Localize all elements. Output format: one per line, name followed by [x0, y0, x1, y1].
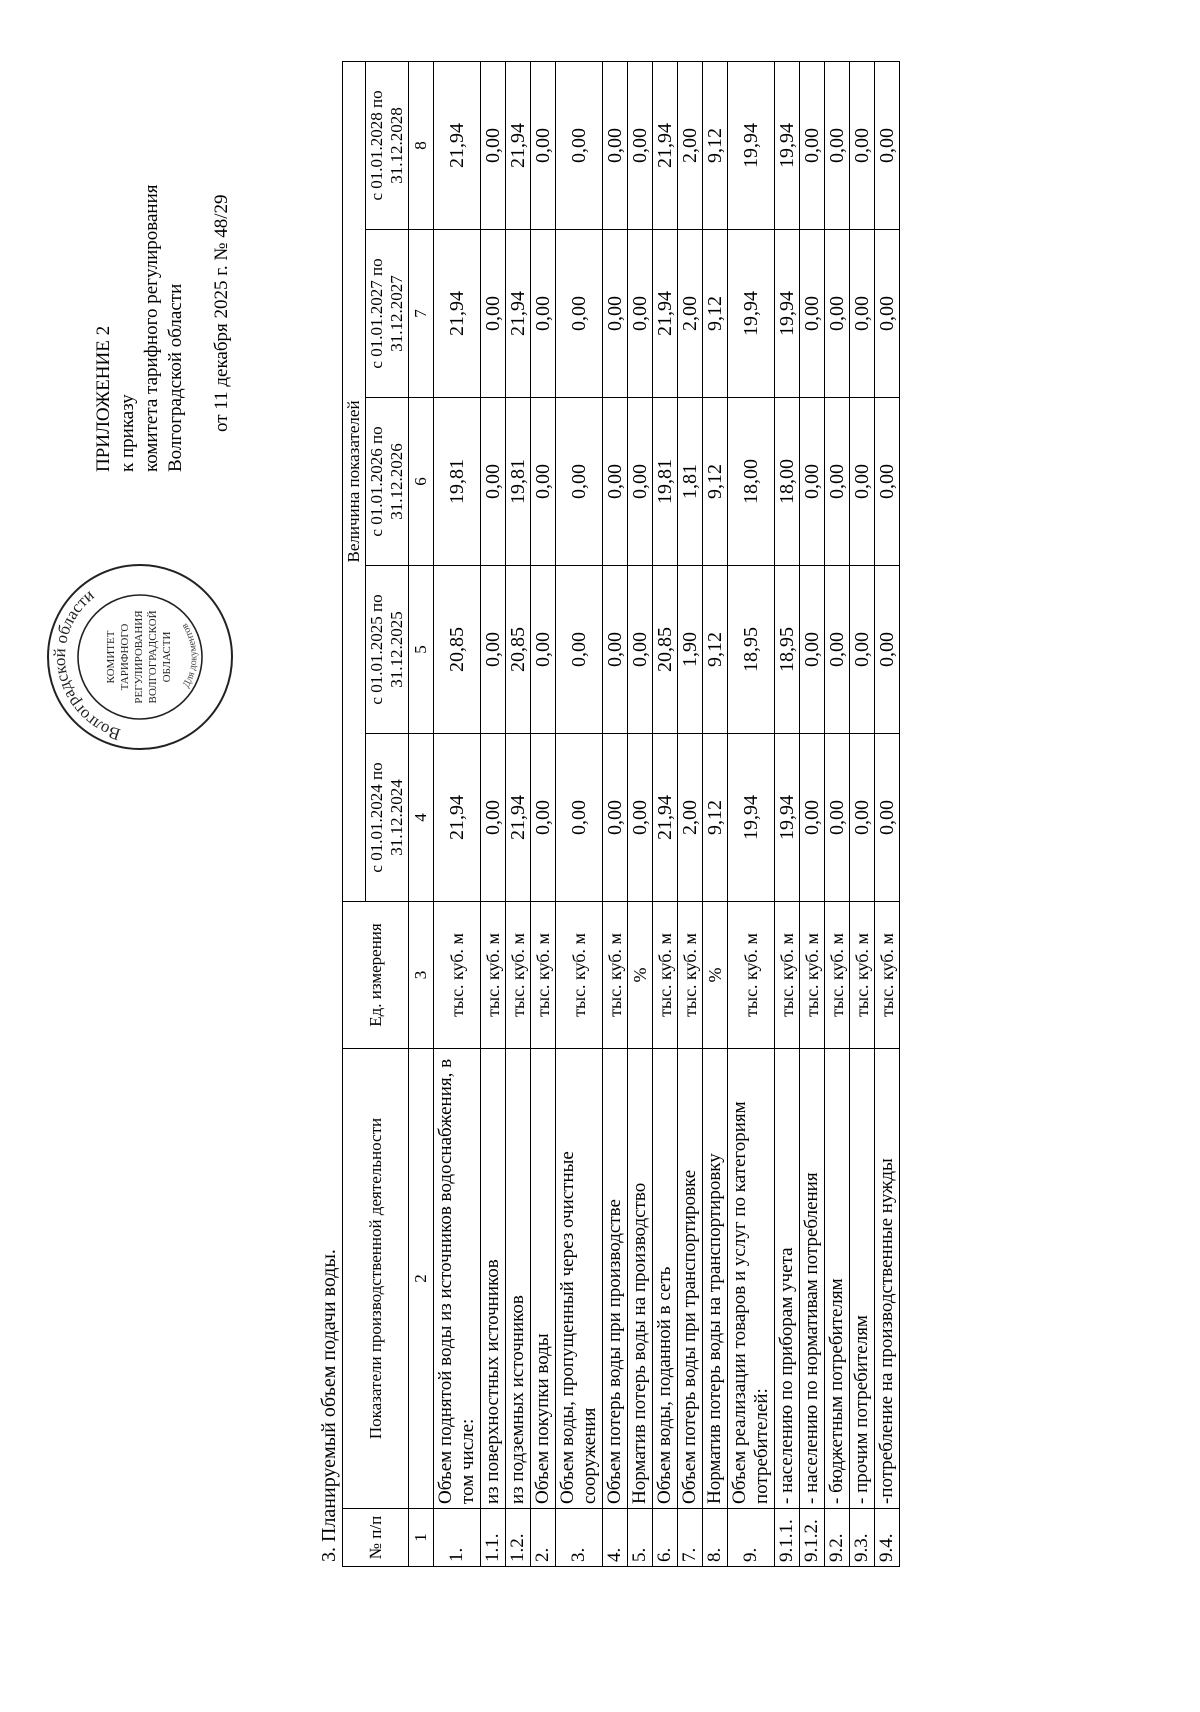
row-unit: %: [703, 902, 728, 1049]
row-number: 9.3.: [850, 1509, 875, 1567]
svg-text:ОБЛАСТИ: ОБЛАСТИ: [161, 631, 173, 683]
row-value: 0,00: [556, 398, 603, 566]
row-indicator-name: - прочим потребителям: [850, 1049, 875, 1509]
row-value: 21,94: [653, 734, 678, 902]
row-value: 0,00: [875, 61, 900, 229]
table-row: [703, 61, 728, 1566]
row-value: 0,00: [628, 398, 653, 566]
svg-text:КОМИТЕТ: КОМИТЕТ: [105, 630, 117, 684]
svg-text:Волгоградской области: Волгоградской области: [49, 585, 123, 745]
row-value: 0,00: [556, 61, 603, 229]
table-row: [556, 61, 603, 1566]
row-value: 0,00: [556, 230, 603, 398]
row-indicator-name: из подземных источников: [506, 1049, 531, 1509]
row-value: 9,12: [703, 566, 728, 734]
row-value: 19,81: [506, 398, 531, 566]
row-value: 19,94: [775, 61, 800, 229]
column-number-row: [409, 61, 434, 1566]
row-value: 0,00: [825, 566, 850, 734]
header-period-2025: с 01.01.2025 по 31.12.2025: [366, 566, 409, 734]
row-value: 20,85: [434, 566, 481, 734]
appendix-line-order: к приказу: [117, 394, 138, 472]
row-value: 0,00: [531, 398, 556, 566]
row-value: 0,00: [531, 566, 556, 734]
row-value: 9,12: [703, 230, 728, 398]
row-indicator-name: Объем потерь воды при транспортировке: [678, 1049, 703, 1509]
row-value: 0,00: [556, 734, 603, 902]
row-unit: тыс. куб. м: [556, 902, 603, 1049]
row-value: 0,00: [603, 566, 628, 734]
column-number: 1: [409, 1509, 434, 1567]
row-value: 0,00: [628, 61, 653, 229]
table-row: [531, 61, 556, 1566]
row-number: 9.1.2.: [800, 1509, 825, 1567]
row-value: 0,00: [481, 566, 506, 734]
row-value: 20,85: [653, 566, 678, 734]
table-row: [825, 61, 850, 1566]
header-period-2026: с 01.01.2026 по 31.12.2026: [366, 398, 409, 566]
row-value: 18,00: [728, 398, 775, 566]
row-value: 21,94: [653, 230, 678, 398]
row-indicator-name: - населению по приборам учета: [775, 1049, 800, 1509]
row-indicator-name: Объем поднятой воды из источников водоснабжения, в том числе:: [434, 1049, 481, 1509]
header-period-2027: с 01.01.2027 по 31.12.2027: [366, 230, 409, 398]
row-value: 0,00: [875, 230, 900, 398]
appendix-line-region: Волгоградской области: [165, 283, 186, 472]
row-value: 1,90: [678, 566, 703, 734]
row-value: 21,94: [653, 61, 678, 229]
table-body: [434, 61, 900, 1566]
row-unit: %: [628, 902, 653, 1049]
row-value: 21,94: [434, 734, 481, 902]
row-value: 0,00: [800, 61, 825, 229]
header-num: № п/п: [343, 1509, 409, 1567]
row-value: 0,00: [603, 398, 628, 566]
row-unit: тыс. куб. м: [653, 902, 678, 1049]
appendix-line-committee: комитета тарифного регулирования: [141, 184, 162, 472]
row-indicator-name: Объем потерь воды при производстве: [603, 1049, 628, 1509]
row-number: 8.: [703, 1509, 728, 1567]
row-value: 19,81: [434, 398, 481, 566]
row-value: 0,00: [481, 734, 506, 902]
row-number: 2.: [531, 1509, 556, 1567]
row-value: 0,00: [481, 230, 506, 398]
row-value: 0,00: [850, 734, 875, 902]
column-number: 4: [409, 734, 434, 902]
table-row: [481, 61, 506, 1566]
row-value: 9,12: [703, 398, 728, 566]
row-value: 0,00: [825, 734, 850, 902]
row-number: 6.: [653, 1509, 678, 1567]
row-value: 18,00: [775, 398, 800, 566]
row-value: 0,00: [875, 566, 900, 734]
row-value: 0,00: [628, 566, 653, 734]
row-value: 0,00: [481, 398, 506, 566]
row-value: 19,94: [728, 734, 775, 902]
row-value: 0,00: [850, 566, 875, 734]
row-number: 9.2.: [825, 1509, 850, 1567]
table-row: [728, 61, 775, 1566]
row-value: 0,00: [531, 734, 556, 902]
table-row: [603, 61, 628, 1566]
section-title: 3. Планируемый объем подачи воды.: [318, 1249, 340, 1562]
row-value: 21,94: [434, 61, 481, 229]
row-unit: тыс. куб. м: [875, 902, 900, 1049]
row-value: 0,00: [628, 734, 653, 902]
row-indicator-name: - бюджетным потребителям: [825, 1049, 850, 1509]
column-number: 2: [409, 1049, 434, 1509]
row-value: 0,00: [875, 398, 900, 566]
row-value: 0,00: [825, 230, 850, 398]
row-unit: тыс. куб. м: [603, 902, 628, 1049]
column-number: 6: [409, 398, 434, 566]
row-indicator-name: Объем реализации товаров и услуг по категориям потребителей:: [728, 1049, 775, 1509]
table-row: [775, 61, 800, 1566]
row-value: 2,00: [678, 61, 703, 229]
row-unit: тыс. куб. м: [850, 902, 875, 1049]
row-value: 0,00: [850, 230, 875, 398]
svg-text:ТАРИФНОГО: ТАРИФНОГО: [119, 623, 131, 691]
row-value: 21,94: [506, 734, 531, 902]
table-row: [800, 61, 825, 1566]
row-indicator-name: Объем покупки воды: [531, 1049, 556, 1509]
header-unit: Ед. измерения: [343, 902, 409, 1049]
row-number: 5.: [628, 1509, 653, 1567]
row-value: 21,94: [506, 230, 531, 398]
appendix-date: от 11 декабря 2025 г. № 48/29: [211, 194, 232, 432]
svg-text:Для документов: Для документов: [179, 621, 200, 690]
row-unit: тыс. куб. м: [800, 902, 825, 1049]
row-number: 1.2.: [506, 1509, 531, 1567]
svg-text:ВОЛГОГРАДСКОЙ: ВОЛГОГРАДСКОЙ: [147, 610, 159, 704]
row-value: 19,81: [653, 398, 678, 566]
header-indicator: Показатели производственной деятельности: [343, 1049, 409, 1509]
row-value: 19,94: [775, 230, 800, 398]
row-value: 0,00: [603, 61, 628, 229]
row-number: 9.: [728, 1509, 775, 1567]
row-value: 0,00: [603, 230, 628, 398]
row-number: 1.: [434, 1509, 481, 1567]
row-number: 9.4.: [875, 1509, 900, 1567]
table-row: [850, 61, 875, 1566]
column-number: 7: [409, 230, 434, 398]
row-value: 0,00: [850, 61, 875, 229]
row-indicator-name: Норматив потерь воды на транспортировку: [703, 1049, 728, 1509]
row-value: 9,12: [703, 61, 728, 229]
row-value: 19,94: [728, 61, 775, 229]
column-number: 3: [409, 902, 434, 1049]
row-value: 18,95: [775, 566, 800, 734]
table-row: [678, 61, 703, 1566]
row-value: 20,85: [506, 566, 531, 734]
row-value: 19,94: [728, 230, 775, 398]
row-indicator-name: Объем воды, поданной в сеть: [653, 1049, 678, 1509]
row-unit: тыс. куб. м: [531, 902, 556, 1049]
row-unit: тыс. куб. м: [678, 902, 703, 1049]
row-value: 2,00: [678, 230, 703, 398]
row-value: 9,12: [703, 734, 728, 902]
row-value: 0,00: [800, 230, 825, 398]
row-value: 0,00: [875, 734, 900, 902]
row-number: 7.: [678, 1509, 703, 1567]
row-indicator-name: Норматив потерь воды на производство: [628, 1049, 653, 1509]
row-value: 0,00: [531, 61, 556, 229]
row-indicator-name: Объем воды, пропущенный через очистные сооружения: [556, 1049, 603, 1509]
table-row: [506, 61, 531, 1566]
row-value: 0,00: [481, 61, 506, 229]
row-value: 0,00: [800, 566, 825, 734]
row-unit: тыс. куб. м: [728, 902, 775, 1049]
row-unit: тыс. куб. м: [506, 902, 531, 1049]
row-value: 1,81: [678, 398, 703, 566]
water-supply-table: [342, 61, 900, 1567]
row-indicator-name: -потребление на производственные нужды: [875, 1049, 900, 1509]
row-value: 18,95: [728, 566, 775, 734]
row-number: 3.: [556, 1509, 603, 1567]
row-value: 2,00: [678, 734, 703, 902]
header-values-group: Величина показателей: [343, 61, 366, 901]
table-row: [875, 61, 900, 1566]
row-value: 0,00: [531, 230, 556, 398]
row-indicator-name: - населению по нормативам потребления: [800, 1049, 825, 1509]
table-row: [434, 61, 481, 1566]
row-value: 0,00: [556, 566, 603, 734]
row-value: 0,00: [825, 398, 850, 566]
header-period-2024: с 01.01.2024 по 31.12.2024: [366, 734, 409, 902]
row-number: 4.: [603, 1509, 628, 1567]
row-value: 0,00: [825, 61, 850, 229]
header-period-2028: с 01.01.2028 по 31.12.2028: [366, 61, 409, 229]
row-indicator-name: из поверхностных источников: [481, 1049, 506, 1509]
official-seal: [40, 557, 240, 757]
row-value: 21,94: [434, 230, 481, 398]
column-number: 8: [409, 61, 434, 229]
row-unit: тыс. куб. м: [775, 902, 800, 1049]
row-number: 1.1.: [481, 1509, 506, 1567]
column-number: 5: [409, 566, 434, 734]
row-value: 0,00: [800, 398, 825, 566]
appendix-title: ПРИЛОЖЕНИЕ 2: [93, 325, 114, 472]
row-number: 9.1.1.: [775, 1509, 800, 1567]
row-value: 0,00: [850, 398, 875, 566]
table-row: [653, 61, 678, 1566]
row-unit: тыс. куб. м: [434, 902, 481, 1049]
table-row: [628, 61, 653, 1566]
appendix-header: [92, 42, 234, 472]
row-value: 19,94: [775, 734, 800, 902]
row-value: 0,00: [628, 230, 653, 398]
row-value: 0,00: [800, 734, 825, 902]
row-value: 21,94: [506, 61, 531, 229]
row-unit: тыс. куб. м: [825, 902, 850, 1049]
row-value: 0,00: [603, 734, 628, 902]
svg-text:РЕГУЛИРОВАНИЯ: РЕГУЛИРОВАНИЯ: [133, 610, 145, 704]
row-unit: тыс. куб. м: [481, 902, 506, 1049]
